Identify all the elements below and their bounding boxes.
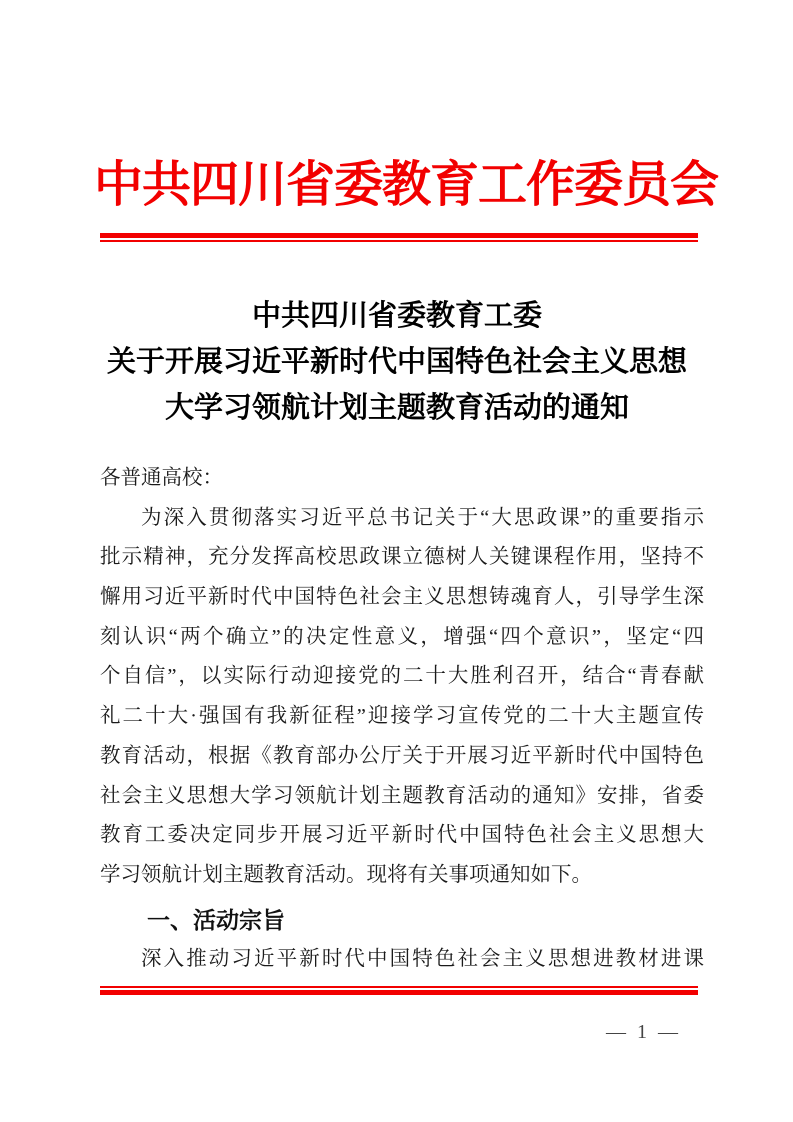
document-body bbox=[100, 459, 704, 980]
document-title-line-1: 中共四川省委教育工委 bbox=[251, 300, 542, 332]
salutation: 各普通高校： bbox=[100, 467, 223, 489]
body-line: 批示精神，充分发挥高校思政课立德树人关键课程作用，坚持不 bbox=[100, 546, 704, 569]
page-number: — 1 — bbox=[606, 1021, 681, 1043]
body-line: 懈用习近平新时代中国特色社会主义思想铸魂育人，引导学生深 bbox=[100, 586, 704, 609]
document-title-line-2: 关于开展习近平新时代中国特色社会主义思想 bbox=[106, 346, 687, 378]
body-line: 教育活动，根据《教育部办公厅关于开展习近平新时代中国特色 bbox=[100, 744, 704, 767]
body-line: 社会主义思想大学习领航计划主题教育活动的通知》安排，省委 bbox=[100, 784, 704, 807]
body-line: 教育工委决定同步开展习近平新时代中国特色社会主义思想大 bbox=[100, 824, 704, 847]
document-title bbox=[97, 293, 697, 431]
body-line: 为深入贯彻落实习近平总书记关于“大思政课”的重要指示 bbox=[141, 506, 704, 529]
header-rule bbox=[100, 233, 698, 242]
document-title-line-3: 大学习领航计划主题教育活动的通知 bbox=[164, 392, 629, 424]
body-line: 深入推动习近平新时代中国特色社会主义思想进教材进课 bbox=[141, 947, 704, 970]
footer-rule-thick-line bbox=[100, 990, 698, 995]
footer-rule bbox=[100, 986, 698, 995]
body-line: 刻认识“两个确立”的决定性意义，增强“四个意识”，坚定“四 bbox=[100, 625, 704, 648]
body-line: 学习领航计划主题教育活动。现将有关事项通知如下。 bbox=[100, 863, 592, 886]
header-rule-thin-line bbox=[100, 240, 698, 242]
body-line: 礼二十大·强国有我新征程”迎接学习宣传党的二十大主题宣传 bbox=[100, 705, 704, 728]
section-heading: 一、活动宗旨 bbox=[147, 906, 285, 933]
letterhead-title: 中共四川省委教育工作委员会 bbox=[94, 157, 719, 212]
body-line: 个自信”，以实际行动迎接党的二十大胜利召开，结合“青春献 bbox=[100, 665, 704, 688]
